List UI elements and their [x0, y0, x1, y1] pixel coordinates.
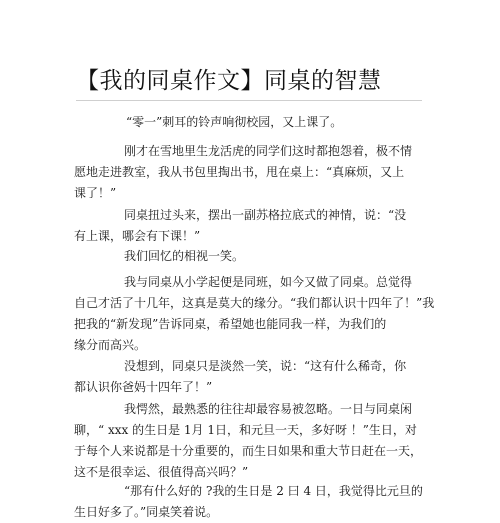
paragraph-line: 这不是很幸运、很值得高兴吗？” [74, 465, 249, 479]
paragraph-line: 我与同桌从小学起便是同班，如今又做了同桌。总觉得 [124, 275, 413, 289]
paragraph-line: “那有什么好的 ?我的生日是 2 曰 4 日，我觉得比元旦的 [124, 484, 423, 498]
paragraph-line: 把我的“新发现”告诉同桌，希望她也能同我一样，为我们的 [74, 317, 387, 331]
paragraph-line: 愿地走进教室，我从书包里掏出书，甩在桌上：“真麻烦，又上 [74, 165, 405, 179]
paragraph [74, 272, 434, 356]
paragraph-line: 于每个人来说都是十分重要的，而生日如果和重大节日赶在一天， [74, 444, 423, 458]
paragraph [126, 112, 342, 133]
paragraph-line: 同桌扭过头来，摆出一副苏格拉底式的神情，说：“没 [124, 208, 407, 222]
article-title: 【我的同桌作文】同桌的智慧 [76, 68, 382, 94]
paragraph-line: 聊，“ xxx 的生日是 1月 1日，和元旦一天，多好呀 ！”生日，对 [74, 423, 417, 437]
paragraph-line: 课了！” [74, 186, 117, 200]
paragraph [74, 399, 422, 483]
paragraph-line: 我们回忆的相视一笑。 [124, 249, 245, 263]
paragraph [74, 205, 406, 247]
paragraph-line: 我愕然，最熟悉的往往却最容易被忽略。一日与同桌闲 [124, 402, 413, 416]
title-divider [76, 100, 422, 101]
paragraph-line: 生日好多了。”同桌笑着说。 [74, 505, 219, 519]
paragraph [74, 356, 406, 398]
paragraph [124, 246, 244, 267]
paragraph-line: 有上课，哪会有下课！” [74, 229, 201, 243]
paragraph-line: 都认识你爸妈十四年了！” [74, 380, 213, 394]
paragraph-line: 自己才活了十几年，这真是莫大的缘分。“我们都认识十四年了！”我 [74, 296, 435, 310]
paragraph-line: 缘分而高兴。 [74, 338, 147, 352]
paragraph-line: 刚才在雪地里生龙活虎的同学们这时都抱怨着，极不情 [124, 144, 413, 158]
paragraph [74, 141, 412, 204]
paragraph [74, 481, 423, 523]
paragraph-line: 没想到，同桌只是淡然一笑，说：“这有什么稀奇，你 [124, 359, 407, 373]
paragraph-line: “零一”刺耳的铃声响彻校园，又上课了。 [126, 115, 343, 129]
